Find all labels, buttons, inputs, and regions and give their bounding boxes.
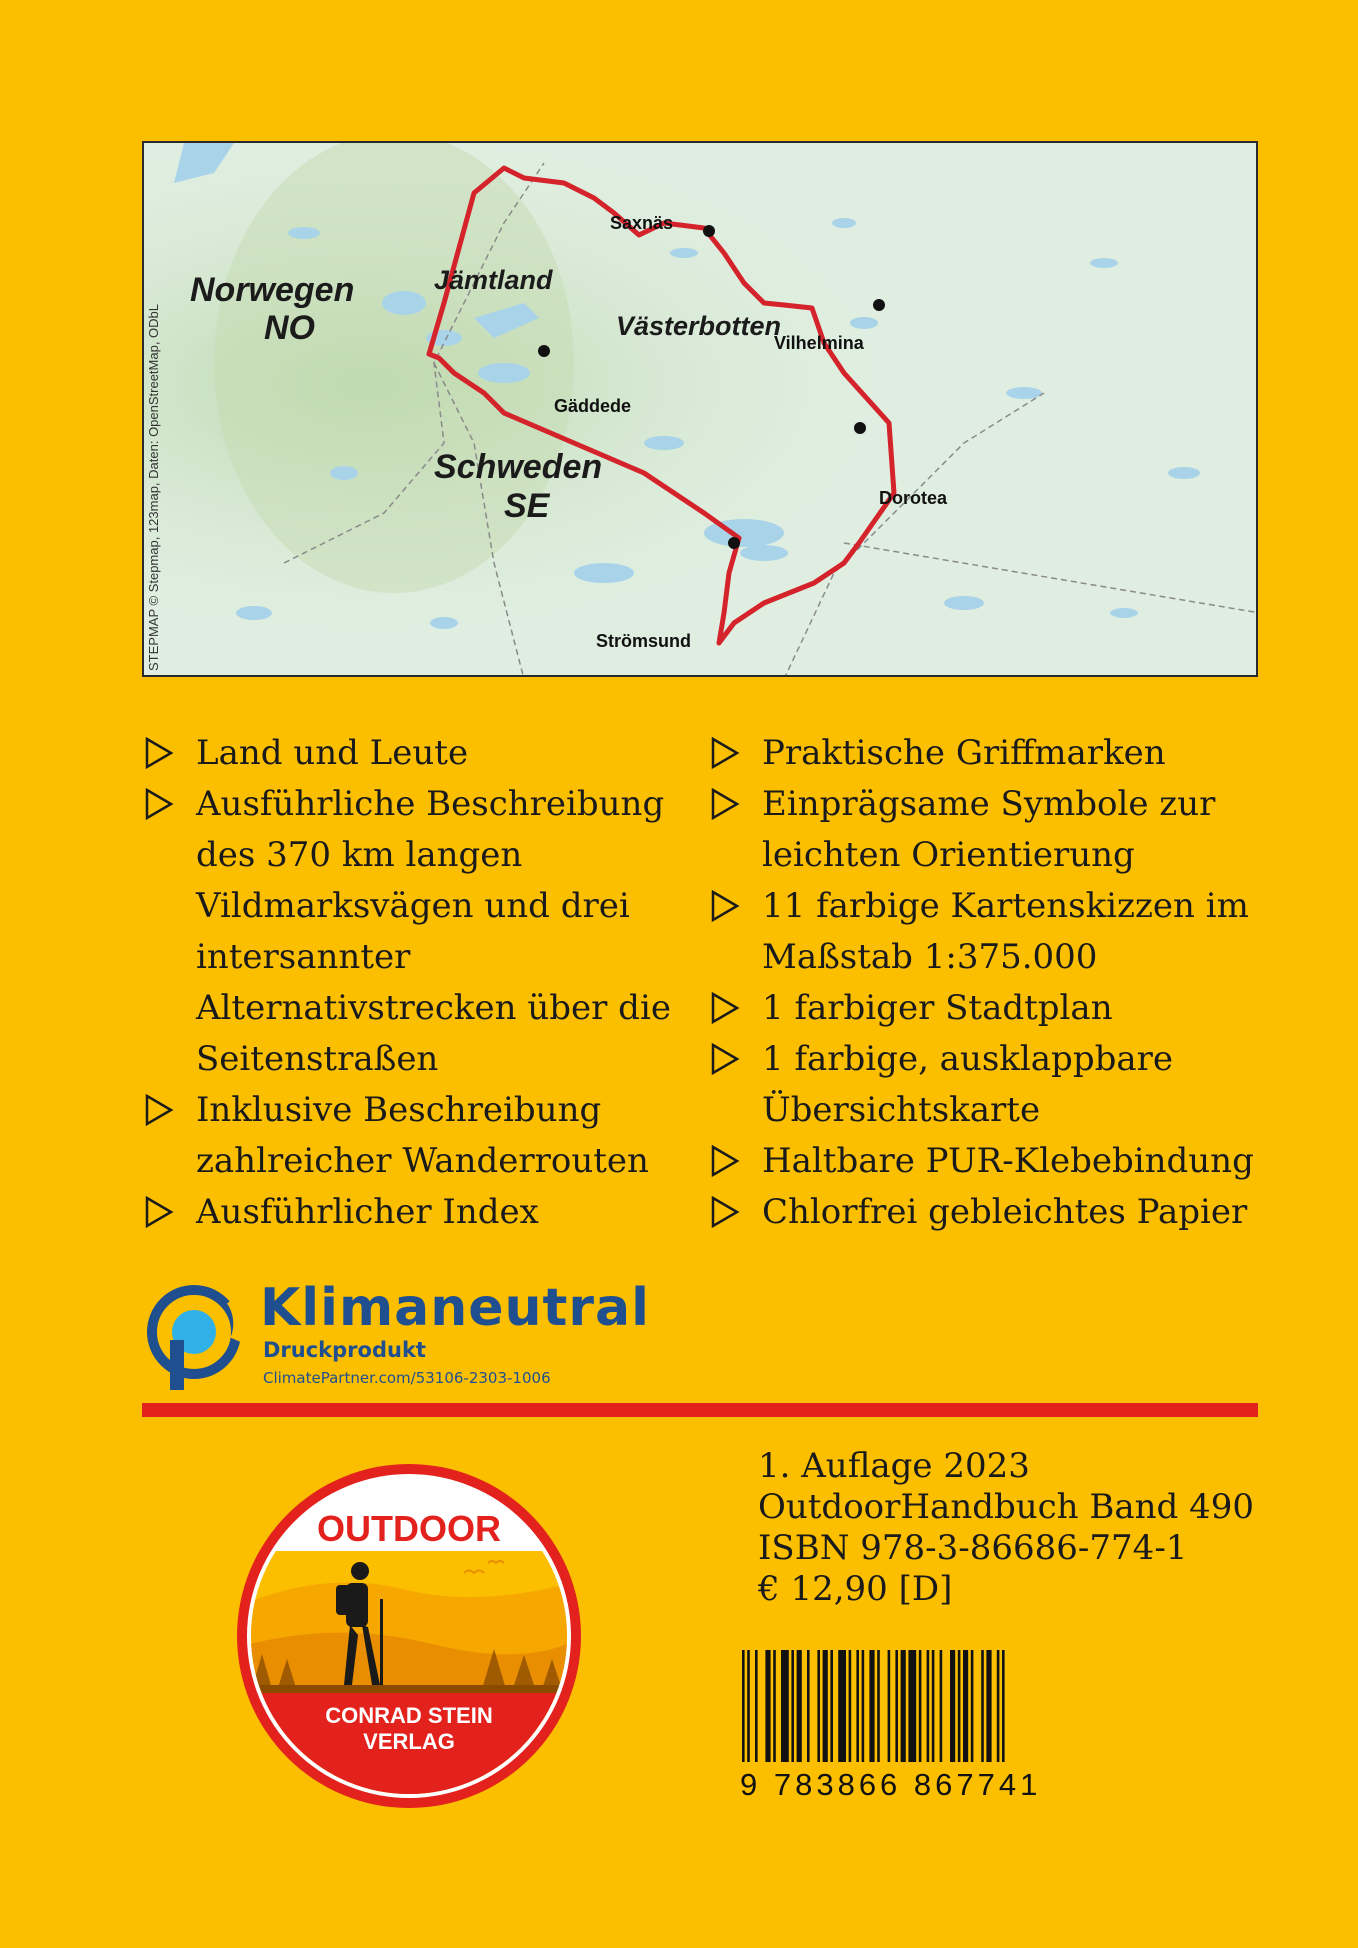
feature-text: 1 farbiger Stadtplan	[762, 988, 1113, 1028]
barcode-bar	[807, 1650, 810, 1762]
triangle-bullet-icon	[710, 1195, 740, 1229]
barcode-bar	[755, 1650, 758, 1762]
city-dorotea: Dorotea	[879, 488, 948, 508]
barcode-bar	[869, 1650, 874, 1762]
barcode-bar	[791, 1650, 794, 1762]
feature-list-right	[710, 728, 1270, 1238]
barcode-bar	[823, 1650, 828, 1762]
barcode-bar	[958, 1650, 961, 1762]
barcode-bar	[888, 1650, 891, 1762]
outdoor-badge-graphic	[232, 1459, 586, 1813]
feature-text: Ausführliche Beschreibung des 370 km langen Vildmarksvägen und drei intersannter Alternativstrecken über die Seitenstraßen	[196, 784, 671, 1079]
klimaneutral-logo	[142, 1280, 702, 1390]
climate-partner-icon	[142, 1280, 252, 1390]
barcode-bar	[997, 1650, 1000, 1762]
label-norway-code: NO	[264, 309, 315, 347]
divider-line	[142, 1403, 1258, 1417]
feature-text: Inklusive Beschreibung zahlreicher Wanderrouten	[196, 1090, 649, 1181]
badge-publisher-line2: VERLAG	[363, 1729, 455, 1754]
barcode-bar	[1002, 1650, 1005, 1762]
feature-item	[710, 881, 1270, 983]
label-norway: Norwegen	[190, 271, 355, 309]
label-sweden: Schweden	[434, 448, 603, 486]
barcode-bar	[765, 1650, 770, 1762]
series-line: OutdoorHandbuch Band 490	[758, 1487, 1255, 1527]
route-map	[142, 141, 1258, 677]
klimaneutral-title: Klimaneutral	[260, 1278, 650, 1338]
barcode-bar	[927, 1650, 930, 1762]
feature-item	[710, 1187, 1270, 1238]
barcode-bar	[901, 1650, 906, 1762]
barcode-bar	[838, 1650, 846, 1762]
barcode-bar	[950, 1650, 955, 1762]
barcode-bar	[797, 1650, 802, 1762]
barcode-bar	[742, 1650, 745, 1762]
feature-text: Haltbare PUR-Klebebindung	[762, 1141, 1254, 1181]
feature-item	[710, 779, 1270, 881]
triangle-bullet-icon	[710, 1042, 740, 1076]
triangle-bullet-icon	[710, 889, 740, 923]
badge-publisher-line1: CONRAD STEIN	[325, 1703, 493, 1728]
barcode-bar	[773, 1650, 776, 1762]
barcode-bar	[986, 1650, 991, 1762]
feature-text: 11 farbige Kartenskizzen im Maßstab 1:375.000	[762, 886, 1249, 977]
barcode-bar	[932, 1650, 935, 1762]
city-gaddede: Gäddede	[554, 396, 632, 416]
barcode-bar	[919, 1650, 922, 1762]
feature-item	[144, 1187, 684, 1238]
barcode-bar	[862, 1650, 865, 1762]
badge-title: OUTDOOR	[317, 1508, 501, 1549]
feature-text: 1 farbige, ausklappbare Übersichtskarte	[762, 1039, 1173, 1130]
feature-text: Praktische Griffmarken	[762, 733, 1166, 773]
barcode-bar	[940, 1650, 943, 1762]
city-stromsund: Strömsund	[596, 631, 692, 651]
label-vasterbotten: Västerbotten	[616, 311, 782, 341]
feature-text: Einprägsame Symbole zur leichten Orientierung	[762, 784, 1216, 875]
triangle-bullet-icon	[710, 991, 740, 1025]
triangle-bullet-icon	[710, 736, 740, 770]
publication-info	[758, 1446, 1254, 1610]
map-graphic	[144, 143, 1258, 677]
feature-item	[710, 728, 1270, 779]
triangle-bullet-icon	[144, 736, 174, 770]
isbn-line: ISBN 978-3-86686-774-1	[758, 1528, 1188, 1568]
label-sweden-code: SE	[504, 487, 550, 525]
barcode-bar	[849, 1650, 852, 1762]
klimaneutral-url: ClimatePartner.com/53106-2303-1006	[263, 1369, 551, 1387]
triangle-bullet-icon	[144, 787, 174, 821]
barcode-digits: 9 783866 867741	[740, 1767, 1042, 1802]
triangle-bullet-icon	[144, 1093, 174, 1127]
feature-text: Chlorfrei gebleichtes Papier	[762, 1192, 1248, 1232]
barcode-bar	[781, 1650, 789, 1762]
barcode-bar	[908, 1650, 916, 1762]
map-credit: STEPMAP © Stepmap, 123map, Daten: OpenStreetMap, ODbL	[146, 303, 161, 671]
edition-line: 1. Auflage 2023	[758, 1446, 1030, 1486]
barcode-bar	[830, 1650, 833, 1762]
triangle-bullet-icon	[710, 787, 740, 821]
barcode-bar	[817, 1650, 820, 1762]
barcode-bar	[895, 1650, 898, 1762]
barcode-bar	[856, 1650, 859, 1762]
triangle-bullet-icon	[710, 1144, 740, 1178]
outdoor-badge	[232, 1459, 586, 1813]
feature-item	[710, 1136, 1270, 1187]
label-jamtland: Jämtland	[434, 265, 553, 295]
barcode-bar	[981, 1650, 984, 1762]
feature-text: Ausführlicher Index	[196, 1192, 539, 1232]
klimaneutral-subtitle: Druckprodukt	[263, 1338, 426, 1362]
feature-item	[144, 728, 684, 779]
feature-text: Land und Leute	[196, 733, 469, 773]
feature-item	[144, 779, 684, 1085]
barcode-bar	[963, 1650, 968, 1762]
feature-item	[144, 1085, 684, 1187]
barcode-bar	[747, 1650, 750, 1762]
triangle-bullet-icon	[144, 1195, 174, 1229]
barcode-bar	[877, 1650, 880, 1762]
feature-item	[710, 1034, 1270, 1136]
city-vilhelmina: Vilhelmina	[774, 333, 864, 353]
feature-list-left	[144, 728, 684, 1238]
city-saxnas: Saxnäs	[610, 213, 674, 233]
price-line: € 12,90 [D]	[758, 1569, 953, 1609]
barcode-bar	[971, 1650, 974, 1762]
feature-item	[710, 983, 1270, 1034]
